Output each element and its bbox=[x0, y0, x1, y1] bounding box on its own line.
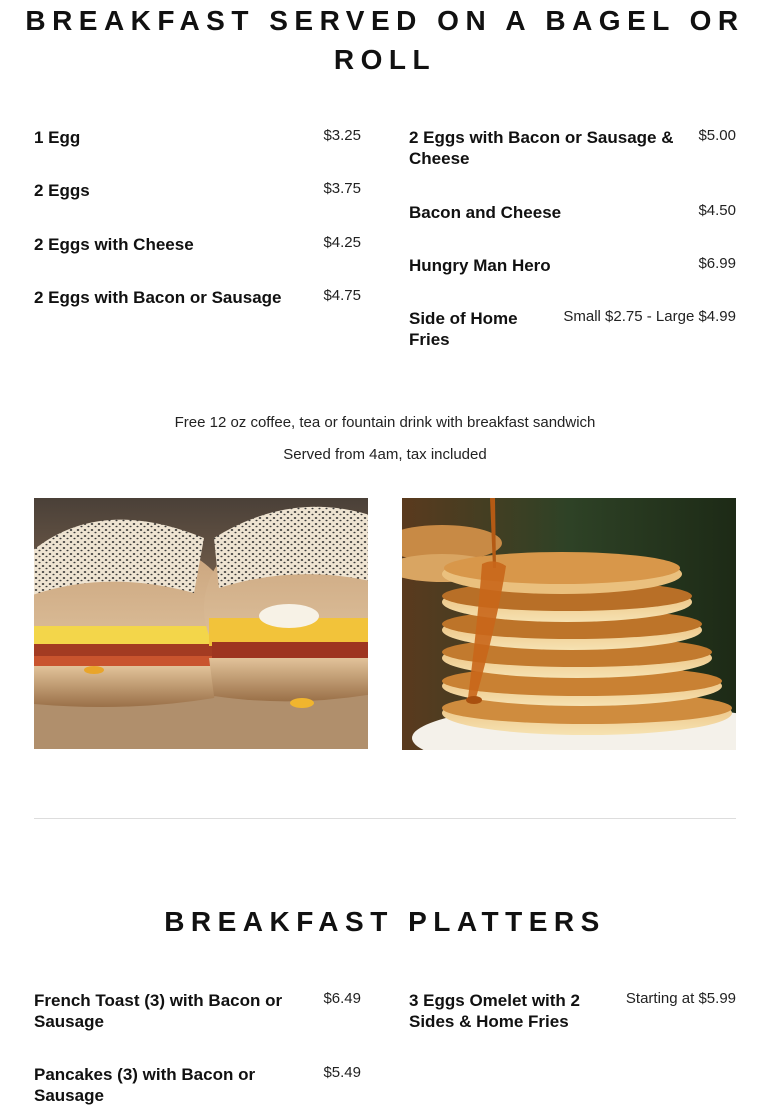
section-divider bbox=[34, 818, 736, 819]
menu-item-name: 2 Eggs with Bacon or Sausage & Cheese bbox=[409, 128, 674, 168]
menu-item bbox=[34, 990, 361, 1034]
menu-item-name: 1 Egg bbox=[34, 128, 81, 147]
menu-item bbox=[34, 180, 361, 204]
menu-item-price: $4.50 bbox=[698, 202, 736, 219]
hours-note: Served from 4am, tax included bbox=[283, 446, 487, 463]
menu-item-price: $3.25 bbox=[323, 127, 361, 144]
menu-item-name: 2 Eggs bbox=[34, 181, 90, 200]
menu-item-name: Bacon and Cheese bbox=[409, 203, 562, 222]
menu-item bbox=[409, 202, 736, 226]
menu-item-name: 2 Eggs with Bacon or Sausage bbox=[34, 288, 282, 307]
menu-item bbox=[34, 287, 361, 311]
promo-note: Free 12 oz coffee, tea or fountain drink with breakfast sandwich bbox=[174, 414, 596, 431]
menu-item bbox=[34, 1064, 361, 1108]
menu-item-name: Hungry Man Hero bbox=[409, 256, 551, 275]
section-title-platters: BREAKFAST PLATTERS bbox=[164, 906, 606, 937]
menu-item bbox=[409, 990, 736, 1034]
menu-item-price: $4.25 bbox=[323, 234, 361, 251]
menu-column-right bbox=[409, 127, 736, 357]
menu-column-left bbox=[34, 127, 361, 327]
pancake-stack-image bbox=[402, 498, 736, 750]
bagel-sandwich-image bbox=[34, 498, 368, 749]
menu-item-price: $5.49 bbox=[323, 1064, 361, 1081]
menu-item-price: $6.49 bbox=[323, 990, 361, 1007]
menu-item bbox=[409, 255, 736, 279]
menu-item bbox=[409, 308, 736, 352]
menu-item-price: $6.99 bbox=[698, 255, 736, 272]
menu-item bbox=[34, 234, 361, 258]
menu-column-right-platters bbox=[409, 990, 736, 1050]
menu-item-price: $4.75 bbox=[323, 287, 361, 304]
menu-column-left-platters bbox=[34, 990, 361, 1105]
section-title-bagel: BREAKFAST SERVED ON A BAGEL OR ROLL bbox=[25, 5, 745, 75]
menu-item bbox=[409, 127, 736, 171]
menu-item-name: French Toast (3) with Bacon or Sausage bbox=[34, 991, 283, 1031]
menu-item-name: 2 Eggs with Cheese bbox=[34, 235, 194, 254]
menu-item-price: Small $2.75 - Large $4.99 bbox=[563, 308, 736, 325]
menu-item bbox=[34, 127, 361, 151]
menu-item-price: $5.00 bbox=[698, 127, 736, 144]
menu-item-name: Side of Home Fries bbox=[409, 309, 518, 349]
menu-item-name: 3 Eggs Omelet with 2 Sides & Home Fries bbox=[409, 991, 580, 1031]
menu-item-price: $3.75 bbox=[323, 180, 361, 197]
menu-item-price: Starting at $5.99 bbox=[625, 990, 736, 1007]
menu-item-name: Pancakes (3) with Bacon or Sausage bbox=[34, 1065, 256, 1105]
